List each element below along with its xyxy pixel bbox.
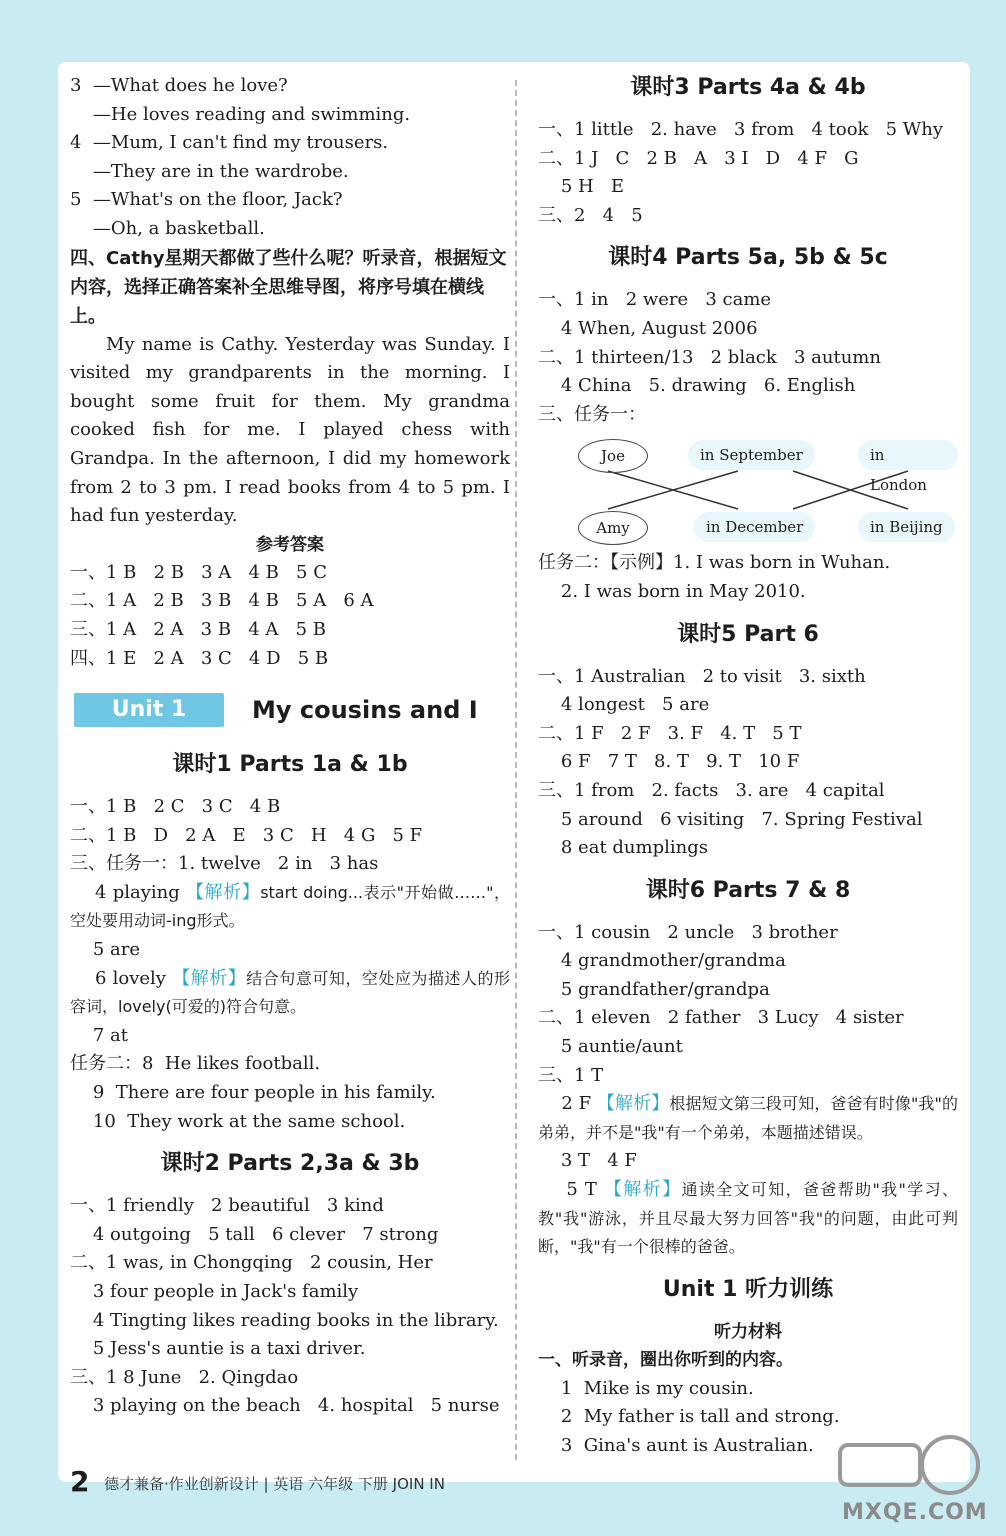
node-joe: Joe xyxy=(578,439,648,473)
answer-line: 一、1 in 2 were 3 came xyxy=(538,289,772,311)
dialogue-line: —Oh, a basketball. xyxy=(70,217,265,239)
analysis-tag: 【解析】 xyxy=(186,881,261,903)
lesson-4-title: 课时4 Parts 5a, 5b & 5c xyxy=(608,245,888,271)
answer-number: 5 T xyxy=(538,1179,604,1201)
answer-with-analysis xyxy=(538,1176,958,1262)
answer-line: 三、任务一：1. twelve 2 in 3 has xyxy=(70,853,379,875)
watermark-logo-icon xyxy=(800,1420,1000,1500)
answer-line: 二、1 J C 2 B A 3 I D 4 F G xyxy=(538,147,859,169)
answer-line: 4 longest 5 are xyxy=(538,694,710,716)
dialogue-line: 5 —What's on the floor, Jack? xyxy=(70,189,343,211)
answer-key-title: 参考答案 xyxy=(256,534,324,555)
answer-line: 一、1 B 2 C 3 C 4 B xyxy=(70,796,281,818)
answer-line: 7 at xyxy=(70,1024,129,1046)
answer-line: 一、1 friendly 2 beautiful 3 kind xyxy=(70,1195,384,1217)
answer-number: 6 lovely xyxy=(70,967,173,989)
analysis-text: 结合句意可知，空处应为描述人的形容词，lovely(可爱的)符合句意。 xyxy=(70,968,510,1017)
answer-line: 一、1 little 2. have 3 from 4 took 5 Why xyxy=(538,119,944,140)
analysis-tag: 【解析】 xyxy=(172,967,247,989)
analysis-tag: 【解析】 xyxy=(596,1093,670,1115)
lesson-2-title: 课时2 Parts 2,3a & 3b xyxy=(160,1151,420,1177)
analysis-text: 根据短文第三段可知，爸爸有时像"我"的弟弟，并不是"我"有一个弟弟，本题描述错误。 xyxy=(538,1094,958,1142)
answer-line: 三、2 4 5 xyxy=(538,204,643,226)
unit-title: My cousins and I xyxy=(252,696,478,725)
node-december: in December xyxy=(694,512,815,542)
answer-line: 4 Tingting likes reading books in the library. xyxy=(70,1309,499,1331)
answer-line: 一、1 cousin 2 uncle 3 brother xyxy=(538,921,838,943)
answer-line: 任务二：【示例】1. I was born in Wuhan. xyxy=(538,552,891,574)
answer-line: 一、1 B 2 B 3 A 4 B 5 C xyxy=(70,561,327,583)
analysis-tag: 【解析】 xyxy=(603,1179,682,1201)
answer-line: 二、1 thirteen/13 2 black 3 autumn xyxy=(538,346,881,368)
answer-line: 二、1 F 2 F 3. F 4. T 5 T xyxy=(538,722,802,744)
node-september: in September xyxy=(688,440,815,470)
unit-banner xyxy=(70,691,510,731)
answer-line: 10 They work at the same school. xyxy=(70,1110,406,1132)
dialogue-line: —They are in the wardrobe. xyxy=(70,160,349,182)
answer-line: 9 There are four people in his family. xyxy=(70,1082,436,1104)
answer-line: 2. I was born in May 2010. xyxy=(538,580,806,602)
lesson-6-title: 课时6 Parts 7 & 8 xyxy=(645,877,851,903)
answer-line: 4 China 5. drawing 6. English xyxy=(538,375,856,397)
answer-line: 5 grandfather/grandpa xyxy=(538,978,770,1000)
listening-subtitle: 听力材料 xyxy=(714,1321,782,1342)
analysis-text: 通读全文可知，爸爸帮助"我"学习、教"我"游泳，并且尽最大努力回答"我"的问题，由此可判断，"我"有一个很棒的爸爸。 xyxy=(538,1180,958,1257)
listening-title: Unit 1 听力训练 xyxy=(662,1276,834,1302)
right-column xyxy=(538,66,958,1461)
listening-line: 3 Gina's aunt is Australian. xyxy=(538,1435,814,1456)
node-london: in London xyxy=(858,440,958,470)
answer-line: 二、1 A 2 B 3 B 4 B 5 A 6 A xyxy=(70,590,374,612)
answer-line: 6 F 7 T 8. T 9. T 10 F xyxy=(538,751,800,773)
matching-diagram xyxy=(538,431,958,547)
answer-line: 二、1 was, in Chongqing 2 cousin, Her xyxy=(70,1252,433,1274)
answer-with-analysis xyxy=(538,1090,958,1147)
answer-line: 5 Jess's auntie is a taxi driver. xyxy=(70,1338,366,1360)
unit-tag: Unit 1 xyxy=(74,693,224,727)
answer-line: 三、1 A 2 A 3 B 4 A 5 B xyxy=(70,618,326,640)
dialogue-line: 3 —What does he love? xyxy=(70,75,288,96)
watermark xyxy=(800,1420,1000,1530)
answer-line: 3 four people in Jack's family xyxy=(70,1281,359,1302)
answer-line: 三、任务一： xyxy=(538,403,646,425)
answer-with-analysis xyxy=(70,879,510,936)
answer-line: 三、1 from 2. facts 3. are 4 capital xyxy=(538,779,885,801)
question-4-passage: My name is Cathy. Yesterday was Sunday. I visited my grandparents in the morning. I bought some fruit for them. My grandma cooked fish for me. I played chess with Grandpa. In the afternoon, I did my homework from 2 to 3 pm. I read books from 4 to 5 pm. I had fun yesterday. xyxy=(70,333,510,527)
listening-line: 2 My father is tall and strong. xyxy=(538,1406,840,1428)
answer-line: 5 around 6 visiting 7. Spring Festival xyxy=(538,808,923,830)
answer-line: 5 H E xyxy=(538,176,625,198)
answer-with-analysis xyxy=(70,965,510,1022)
answer-line: 3 T 4 F xyxy=(538,1150,637,1172)
dialogue-line: 4 —Mum, I can't find my trousers. xyxy=(70,132,389,154)
answer-line: 5 auntie/aunt xyxy=(538,1036,683,1058)
left-column xyxy=(70,72,510,1421)
footer-text: 德才兼备·作业创新设计 | 英语 六年级 下册 JOIN IN xyxy=(104,1475,445,1493)
answer-line: 4 When, August 2006 xyxy=(538,317,758,339)
lesson-5-title: 课时5 Part 6 xyxy=(677,621,819,647)
watermark-text: MXQE.COM xyxy=(842,1500,988,1525)
page-number: 2 xyxy=(70,1465,90,1498)
lesson-3-title: 课时3 Parts 4a & 4b xyxy=(630,75,866,100)
column-divider xyxy=(515,80,517,1460)
answer-number: 4 playing xyxy=(70,881,187,903)
node-beijing: in Beijing xyxy=(858,512,955,542)
answer-line: 4 grandmother/grandma xyxy=(538,950,786,972)
answer-line: 3 playing on the beach 4. hospital 5 nurse xyxy=(70,1395,500,1417)
listening-line: 1 Mike is my cousin. xyxy=(538,1377,754,1399)
dialogue-line: —He loves reading and swimming. xyxy=(70,103,411,125)
answer-line: 三、1 T xyxy=(538,1064,604,1086)
question-4-instruction: 四、Cathy星期天都做了些什么呢？听录音，根据短文内容，选择正确答案补全思维导图，将序号填在横线上。 xyxy=(70,247,507,327)
lesson-1-title: 课时1 Parts 1a & 1b xyxy=(172,752,408,778)
answer-line: 5 are xyxy=(70,939,141,961)
answer-line: 8 eat dumplings xyxy=(538,837,708,859)
analysis-text: start doing...表示"开始做……"，空处要用动词-ing形式。 xyxy=(70,882,510,931)
answer-line: 四、1 E 2 A 3 C 4 D 5 B xyxy=(70,647,329,669)
answer-number: 2 F xyxy=(538,1093,597,1115)
answer-line: 4 outgoing 5 tall 6 clever 7 strong xyxy=(70,1223,439,1245)
answer-line: 二、1 B D 2 A E 3 C H 4 G 5 F xyxy=(70,824,423,846)
answer-line: 二、1 eleven 2 father 3 Lucy 4 sister xyxy=(538,1007,904,1029)
answer-line: 三、1 8 June 2. Qingdao xyxy=(70,1366,299,1388)
answer-line: 任务二：8 He likes football. xyxy=(70,1053,321,1075)
answer-line: 一、1 Australian 2 to visit 3. sixth xyxy=(538,665,866,687)
listening-question: 一、听录音，圈出你听到的内容。 xyxy=(538,1349,793,1370)
node-amy: Amy xyxy=(578,511,648,545)
